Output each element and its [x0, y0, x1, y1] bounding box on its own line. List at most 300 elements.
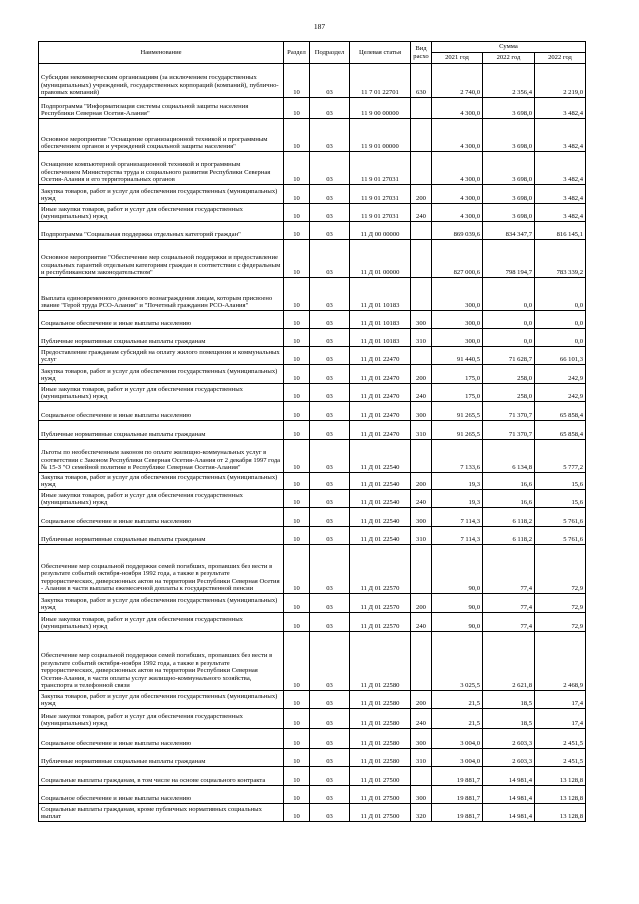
table-row	[39, 767, 586, 786]
row-subsection: 03	[310, 421, 350, 440]
row-subsection: 03	[310, 119, 350, 152]
row-name: Основное мероприятие "Оснащение организационной техникой и программным обеспечением органов и учреждений социальной защиты населения"	[39, 119, 284, 152]
header-year-2023: 2022 год	[535, 53, 586, 64]
table-row	[39, 64, 586, 98]
row-target: 11 9 01 00000	[350, 119, 411, 152]
row-name: Закупка товаров, работ и услуг для обеспечения государственных (муниципальных) нужд	[39, 365, 284, 384]
row-sum-2021: 7 114,3	[432, 508, 483, 527]
row-sum-2023: 0,0	[535, 278, 586, 311]
row-sum-2022: 2 603,3	[483, 729, 535, 749]
row-subsection: 03	[310, 490, 350, 508]
row-target: 11 Д 01 22580	[350, 729, 411, 749]
row-sum-2021: 7 133,6	[432, 440, 483, 473]
table-row	[39, 749, 586, 767]
row-expense-type: 200	[411, 185, 432, 204]
row-subsection: 03	[310, 613, 350, 632]
row-subsection: 03	[310, 365, 350, 384]
header-subsection: Подраздел	[310, 42, 350, 64]
row-target: 11 Д 01 27500	[350, 767, 411, 786]
row-section: 10	[284, 594, 310, 613]
header-expense-type: Вид расхо	[411, 42, 432, 64]
row-sum-2023: 0,0	[535, 329, 586, 347]
row-sum-2023: 5 761,6	[535, 508, 586, 527]
row-name: Социальное обеспечение и иные выплаты населению	[39, 311, 284, 329]
row-sum-2022: 77,4	[483, 545, 535, 594]
row-section: 10	[284, 421, 310, 440]
table-row	[39, 613, 586, 632]
table-row	[39, 240, 586, 278]
row-sum-2022: 77,4	[483, 594, 535, 613]
row-sum-2021: 90,0	[432, 613, 483, 632]
table-row	[39, 421, 586, 440]
row-sum-2022: 0,0	[483, 278, 535, 311]
row-sum-2022: 834 347,7	[483, 222, 535, 240]
row-target: 11 Д 01 00000	[350, 240, 411, 278]
row-sum-2023: 242,9	[535, 384, 586, 402]
row-sum-2022: 3 698,0	[483, 152, 535, 185]
row-name: Предоставление гражданам субсидий на оплату жилого помещения и коммунальных услуг	[39, 347, 284, 365]
row-target: 11 9 01 27031	[350, 185, 411, 204]
row-sum-2022: 14 981,4	[483, 804, 535, 822]
table-body	[39, 64, 586, 822]
row-sum-2021: 175,0	[432, 384, 483, 402]
row-expense-type: 240	[411, 204, 432, 222]
row-section: 10	[284, 545, 310, 594]
row-target: 11 Д 01 22580	[350, 749, 411, 767]
row-expense-type: 310	[411, 421, 432, 440]
row-sum-2021: 3 025,5	[432, 632, 483, 691]
row-sum-2023: 65 858,4	[535, 402, 586, 421]
row-name: Иные закупки товаров, работ и услуг для обеспечения государственных (муниципальных) нужд	[39, 384, 284, 402]
row-target: 11 Д 01 22470	[350, 347, 411, 365]
row-subsection: 03	[310, 311, 350, 329]
row-section: 10	[284, 749, 310, 767]
row-subsection: 03	[310, 185, 350, 204]
row-target: 11 7 01 22701	[350, 64, 411, 98]
row-sum-2023: 5 761,6	[535, 527, 586, 545]
row-name: Основное мероприятие "Обеспечение мер социальной поддержки и предоставление социальных гарантий отдельным категориям граждан в соответствии с федеральным и республиканским законодательством"	[39, 240, 284, 278]
row-subsection: 03	[310, 347, 350, 365]
row-subsection: 03	[310, 804, 350, 822]
table-row	[39, 632, 586, 691]
row-subsection: 03	[310, 278, 350, 311]
row-sum-2022: 14 981,4	[483, 767, 535, 786]
row-sum-2022: 6 134,8	[483, 440, 535, 473]
row-target: 11 9 01 27031	[350, 152, 411, 185]
row-section: 10	[284, 490, 310, 508]
row-sum-2022: 2 356,4	[483, 64, 535, 98]
table-row	[39, 365, 586, 384]
row-target: 11 Д 01 22540	[350, 490, 411, 508]
row-section: 10	[284, 222, 310, 240]
row-name: Закупка товаров, работ и услуг для обеспечения государственных (муниципальных) нужд	[39, 473, 284, 490]
row-sum-2021: 19,3	[432, 490, 483, 508]
row-sum-2022: 18,5	[483, 691, 535, 709]
row-subsection: 03	[310, 473, 350, 490]
row-sum-2023: 3 482,4	[535, 119, 586, 152]
row-subsection: 03	[310, 240, 350, 278]
row-sum-2023: 2 451,5	[535, 749, 586, 767]
row-sum-2022: 71 370,7	[483, 402, 535, 421]
row-section: 10	[284, 508, 310, 527]
table-row	[39, 440, 586, 473]
row-target: 11 Д 01 22580	[350, 709, 411, 729]
row-expense-type	[411, 632, 432, 691]
row-sum-2023: 15,6	[535, 473, 586, 490]
row-sum-2022: 3 698,0	[483, 204, 535, 222]
table-row	[39, 384, 586, 402]
row-target: 11 Д 01 22540	[350, 440, 411, 473]
row-sum-2021: 21,5	[432, 691, 483, 709]
row-section: 10	[284, 804, 310, 822]
row-sum-2023: 17,4	[535, 691, 586, 709]
row-name: Социальное обеспечение и иные выплаты населению	[39, 402, 284, 421]
row-target: 11 Д 01 27500	[350, 786, 411, 804]
row-section: 10	[284, 64, 310, 98]
row-sum-2021: 4 300,0	[432, 152, 483, 185]
row-target: 11 Д 01 22580	[350, 691, 411, 709]
table-row	[39, 709, 586, 729]
row-name: Иные закупки товаров, работ и услуг для обеспечения государственных (муниципальных) нужд	[39, 709, 284, 729]
row-expense-type: 300	[411, 729, 432, 749]
table-row	[39, 804, 586, 822]
row-sum-2023: 5 777,2	[535, 440, 586, 473]
row-sum-2022: 258,0	[483, 365, 535, 384]
row-subsection: 03	[310, 594, 350, 613]
table-row	[39, 490, 586, 508]
row-expense-type	[411, 152, 432, 185]
row-name: Закупка товаров, работ и услуг для обеспечения государственных (муниципальных) нужд	[39, 185, 284, 204]
table-row	[39, 222, 586, 240]
row-section: 10	[284, 185, 310, 204]
row-subsection: 03	[310, 402, 350, 421]
row-section: 10	[284, 278, 310, 311]
row-sum-2022: 3 698,0	[483, 98, 535, 119]
row-sum-2023: 0,0	[535, 311, 586, 329]
row-expense-type: 630	[411, 64, 432, 98]
row-sum-2023: 15,6	[535, 490, 586, 508]
row-subsection: 03	[310, 98, 350, 119]
row-sum-2022: 0,0	[483, 311, 535, 329]
row-expense-type	[411, 545, 432, 594]
row-name: Публичные нормативные социальные выплаты гражданам	[39, 527, 284, 545]
row-sum-2021: 4 300,0	[432, 185, 483, 204]
row-subsection: 03	[310, 691, 350, 709]
row-name: Иные закупки товаров, работ и услуг для обеспечения государственных (муниципальных) нужд	[39, 613, 284, 632]
budget-table	[38, 41, 586, 822]
row-sum-2021: 19,3	[432, 473, 483, 490]
row-subsection: 03	[310, 545, 350, 594]
row-sum-2023: 242,9	[535, 365, 586, 384]
row-sum-2022: 798 194,7	[483, 240, 535, 278]
row-target: 11 Д 01 10183	[350, 278, 411, 311]
row-section: 10	[284, 119, 310, 152]
table-row	[39, 545, 586, 594]
row-expense-type: 300	[411, 786, 432, 804]
row-name: Субсидии некоммерческим организациям (за исключением государственных (муниципальных) учреждений, государственных корпораций (компаний), публично-правовых компаний)	[39, 64, 284, 98]
row-section: 10	[284, 473, 310, 490]
row-section: 10	[284, 365, 310, 384]
row-subsection: 03	[310, 767, 350, 786]
row-section: 10	[284, 240, 310, 278]
row-sum-2023: 3 482,4	[535, 152, 586, 185]
table-row	[39, 311, 586, 329]
row-name: Закупка товаров, работ и услуг для обеспечения государственных (муниципальных) нужд	[39, 691, 284, 709]
row-sum-2021: 4 300,0	[432, 119, 483, 152]
row-name: Обеспечение мер социальной поддержки семей погибших, пропавших без вести в результате событий октября-ноября 1992 года, а также в результате террористических, диверсионных актов на территории Республики Северная Осетия - Алания в части выплаты ежемесячной доплаты к государственной пенсии	[39, 545, 284, 594]
row-sum-2021: 90,0	[432, 594, 483, 613]
row-sum-2023: 66 101,3	[535, 347, 586, 365]
row-section: 10	[284, 204, 310, 222]
table-row	[39, 594, 586, 613]
row-subsection: 03	[310, 786, 350, 804]
header-year-2021: 2021 год	[432, 53, 483, 64]
header-sum: Сумма	[432, 42, 586, 53]
row-sum-2023: 816 145,1	[535, 222, 586, 240]
row-name: Публичные нормативные социальные выплаты гражданам	[39, 329, 284, 347]
table-row	[39, 204, 586, 222]
row-sum-2023: 65 858,4	[535, 421, 586, 440]
row-sum-2023: 72,9	[535, 594, 586, 613]
row-sum-2021: 300,0	[432, 311, 483, 329]
row-sum-2021: 21,5	[432, 709, 483, 729]
row-target: 11 Д 01 22570	[350, 613, 411, 632]
row-subsection: 03	[310, 329, 350, 347]
row-name: Социальное обеспечение и иные выплаты населению	[39, 786, 284, 804]
row-expense-type: 200	[411, 691, 432, 709]
row-target: 11 9 00 00000	[350, 98, 411, 119]
row-expense-type: 200	[411, 473, 432, 490]
row-expense-type	[411, 240, 432, 278]
table-row	[39, 98, 586, 119]
row-target: 11 Д 01 22540	[350, 527, 411, 545]
row-sum-2021: 300,0	[432, 278, 483, 311]
row-sum-2023: 3 482,4	[535, 185, 586, 204]
row-subsection: 03	[310, 222, 350, 240]
row-name: Социальное обеспечение и иные выплаты населению	[39, 508, 284, 527]
row-subsection: 03	[310, 384, 350, 402]
row-target: 11 Д 01 22470	[350, 421, 411, 440]
row-expense-type	[411, 278, 432, 311]
row-section: 10	[284, 767, 310, 786]
row-sum-2021: 4 300,0	[432, 98, 483, 119]
page-number: 187	[313, 22, 326, 31]
row-target: 11 Д 01 22570	[350, 545, 411, 594]
table-row	[39, 786, 586, 804]
row-sum-2021: 19 881,7	[432, 767, 483, 786]
row-subsection: 03	[310, 440, 350, 473]
row-sum-2023: 3 482,4	[535, 98, 586, 119]
row-section: 10	[284, 632, 310, 691]
row-expense-type	[411, 440, 432, 473]
row-name: Публичные нормативные социальные выплаты гражданам	[39, 749, 284, 767]
row-subsection: 03	[310, 749, 350, 767]
row-target: 11 Д 01 22580	[350, 632, 411, 691]
row-section: 10	[284, 613, 310, 632]
table-row	[39, 691, 586, 709]
row-name: Обеспечение мер социальной поддержки семей погибших, пропавших без вести в результате событий октября-ноября 1992 года, а также в результате террористических, диверсионных актов на территории Республики Северная Осетия-Алания, в части оплаты услуг жилищно-коммунального хозяйства, транспорта и телефонной связи	[39, 632, 284, 691]
row-expense-type	[411, 98, 432, 119]
row-subsection: 03	[310, 152, 350, 185]
row-sum-2022: 71 628,7	[483, 347, 535, 365]
row-target: 11 Д 01 22540	[350, 473, 411, 490]
row-name: Публичные нормативные социальные выплаты гражданам	[39, 421, 284, 440]
header-name: Наименование	[39, 42, 284, 64]
row-expense-type: 240	[411, 709, 432, 729]
row-sum-2021: 7 114,3	[432, 527, 483, 545]
row-expense-type	[411, 222, 432, 240]
row-sum-2021: 91 265,5	[432, 402, 483, 421]
row-name: Иные закупки товаров, работ и услуг для обеспечения государственных (муниципальных) нужд	[39, 204, 284, 222]
row-name: Подпрограмма "Социальная поддержка отдельных категорий граждан"	[39, 222, 284, 240]
row-sum-2021: 19 881,7	[432, 786, 483, 804]
table-row	[39, 347, 586, 365]
row-sum-2023: 2 219,0	[535, 64, 586, 98]
table-row	[39, 119, 586, 152]
row-expense-type: 240	[411, 384, 432, 402]
row-sum-2022: 77,4	[483, 613, 535, 632]
row-sum-2023: 3 482,4	[535, 204, 586, 222]
row-sum-2022: 16,6	[483, 473, 535, 490]
row-expense-type: 310	[411, 749, 432, 767]
row-subsection: 03	[310, 729, 350, 749]
row-section: 10	[284, 329, 310, 347]
row-section: 10	[284, 152, 310, 185]
row-section: 10	[284, 691, 310, 709]
row-expense-type: 200	[411, 365, 432, 384]
row-name: Подпрограмма "Информатизация системы социальной защиты населения Республики Северная Осетия-Алания"	[39, 98, 284, 119]
row-expense-type: 240	[411, 490, 432, 508]
row-sum-2022: 14 981,4	[483, 786, 535, 804]
row-expense-type: 310	[411, 527, 432, 545]
row-sum-2022: 6 118,2	[483, 527, 535, 545]
row-expense-type	[411, 119, 432, 152]
table-row	[39, 473, 586, 490]
row-section: 10	[284, 729, 310, 749]
row-section: 10	[284, 440, 310, 473]
row-subsection: 03	[310, 64, 350, 98]
row-sum-2021: 90,0	[432, 545, 483, 594]
table-row	[39, 329, 586, 347]
row-sum-2021: 300,0	[432, 329, 483, 347]
row-name: Социальное обеспечение и иные выплаты населению	[39, 729, 284, 749]
row-section: 10	[284, 347, 310, 365]
row-name: Выплата единовременного денежного вознаграждения лицам, которым присвоено звание "Герой труда РСО-Алания" и "Почетный гражданин РСО-Алания"	[39, 278, 284, 311]
row-sum-2021: 2 740,0	[432, 64, 483, 98]
row-sum-2022: 3 698,0	[483, 119, 535, 152]
row-sum-2023: 13 128,8	[535, 786, 586, 804]
row-sum-2022: 6 118,2	[483, 508, 535, 527]
row-sum-2022: 3 698,0	[483, 185, 535, 204]
row-target: 11 9 01 27031	[350, 204, 411, 222]
row-sum-2022: 2 603,3	[483, 749, 535, 767]
row-sum-2021: 4 300,0	[432, 204, 483, 222]
row-target: 11 Д 01 10183	[350, 311, 411, 329]
row-expense-type: 200	[411, 594, 432, 613]
row-expense-type	[411, 767, 432, 786]
table-row	[39, 185, 586, 204]
row-sum-2022: 258,0	[483, 384, 535, 402]
row-name: Социальные выплаты гражданам, в том числе на основе социального контракта	[39, 767, 284, 786]
row-sum-2022: 71 370,7	[483, 421, 535, 440]
row-section: 10	[284, 709, 310, 729]
row-target: 11 Д 01 22570	[350, 594, 411, 613]
row-section: 10	[284, 311, 310, 329]
row-subsection: 03	[310, 709, 350, 729]
row-sum-2023: 2 468,9	[535, 632, 586, 691]
row-expense-type	[411, 347, 432, 365]
header-section: Раздел	[284, 42, 310, 64]
row-sum-2023: 783 339,2	[535, 240, 586, 278]
row-target: 11 Д 01 22470	[350, 365, 411, 384]
row-name: Иные закупки товаров, работ и услуг для обеспечения государственных (муниципальных) нужд	[39, 490, 284, 508]
row-sum-2021: 827 000,6	[432, 240, 483, 278]
row-expense-type: 300	[411, 508, 432, 527]
row-sum-2021: 3 004,0	[432, 749, 483, 767]
row-target: 11 Д 00 00000	[350, 222, 411, 240]
row-sum-2023: 72,9	[535, 613, 586, 632]
table-row	[39, 729, 586, 749]
row-sum-2022: 2 621,8	[483, 632, 535, 691]
row-sum-2021: 19 881,7	[432, 804, 483, 822]
header-target: Целевая статья	[350, 42, 411, 64]
row-subsection: 03	[310, 508, 350, 527]
row-expense-type: 320	[411, 804, 432, 822]
row-sum-2023: 13 128,8	[535, 804, 586, 822]
row-name: Оснащение компьютерной организационной техникой и программным обеспечением Министерства труда и социального развития Республики Северная Осетия-Алания и его территориальных органов	[39, 152, 284, 185]
row-section: 10	[284, 384, 310, 402]
row-section: 10	[284, 527, 310, 545]
row-sum-2022: 18,5	[483, 709, 535, 729]
row-sum-2023: 13 128,8	[535, 767, 586, 786]
row-sum-2023: 17,4	[535, 709, 586, 729]
row-sum-2021: 175,0	[432, 365, 483, 384]
table-row	[39, 152, 586, 185]
row-sum-2023: 72,9	[535, 545, 586, 594]
row-sum-2023: 2 451,5	[535, 729, 586, 749]
row-section: 10	[284, 98, 310, 119]
row-subsection: 03	[310, 527, 350, 545]
row-target: 11 Д 01 22470	[350, 402, 411, 421]
row-target: 11 Д 01 22540	[350, 508, 411, 527]
row-expense-type: 300	[411, 311, 432, 329]
row-sum-2021: 91 265,5	[432, 421, 483, 440]
row-name: Закупка товаров, работ и услуг для обеспечения государственных (муниципальных) нужд	[39, 594, 284, 613]
table-row	[39, 508, 586, 527]
row-sum-2021: 3 004,0	[432, 729, 483, 749]
table-row	[39, 527, 586, 545]
row-target: 11 Д 01 10183	[350, 329, 411, 347]
row-target: 11 Д 01 22470	[350, 384, 411, 402]
table-row	[39, 278, 586, 311]
table-row	[39, 402, 586, 421]
row-target: 11 Д 01 27500	[350, 804, 411, 822]
row-name: Социальные выплаты гражданам, кроме публичных нормативных социальных выплат	[39, 804, 284, 822]
row-expense-type: 300	[411, 402, 432, 421]
row-sum-2022: 0,0	[483, 329, 535, 347]
row-subsection: 03	[310, 204, 350, 222]
header-year-2022: 2022 год	[483, 53, 535, 64]
row-section: 10	[284, 786, 310, 804]
row-name: Льготы по необеспеченным законом по оплате жилищно-коммунальных услуг в соответствии с Законом Республики Северная Осетия-Алания от 2 декабря 1997 года № 15-З "О семейной политике в Республике Северная Осетия-Алания"	[39, 440, 284, 473]
row-subsection: 03	[310, 632, 350, 691]
row-sum-2022: 16,6	[483, 490, 535, 508]
row-expense-type: 310	[411, 329, 432, 347]
row-sum-2021: 869 039,6	[432, 222, 483, 240]
row-expense-type: 240	[411, 613, 432, 632]
row-sum-2021: 91 440,5	[432, 347, 483, 365]
row-section: 10	[284, 402, 310, 421]
